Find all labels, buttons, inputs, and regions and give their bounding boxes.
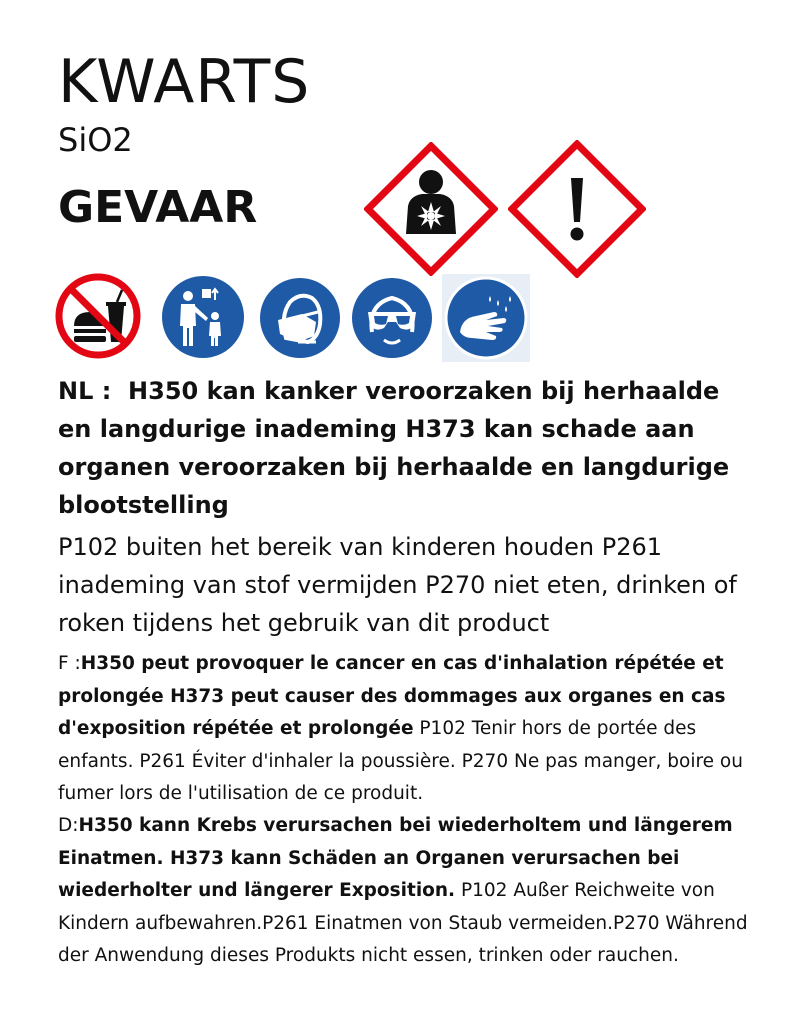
hazard-statements-de <box>58 810 758 973</box>
de-prefix: D: <box>58 815 79 836</box>
wash-hands-icon <box>442 274 530 362</box>
de-precaution-text: P102 Außer Reichweite von Kindern aufbewahren.P261 Einatmen von Staub vermeiden.P270 Während der Anwendung dieses Produkts nicht essen, trinken oder rauchen. <box>58 880 754 966</box>
wear-dust-mask-icon <box>258 276 342 360</box>
health-hazard-icon <box>364 142 498 276</box>
nl-precaution-text: P102 buiten het bereik van kinderen houden P261 inademing van stof vermijden P270 niet eten, drinken of roken tijdens het gebruik van dit product <box>58 533 737 637</box>
wear-goggles-icon <box>350 276 434 360</box>
fr-prefix: F : <box>58 653 81 674</box>
fr-hazard-text: H350 peut provoquer le cancer en cas d'inhalation répétée et prolongée H373 peut causer des dommages aux organes en cas d'exposition répétée et prolongée <box>58 653 726 739</box>
de-hazard-text: H350 kann Krebs verursachen bei wiederholtem und längerem Einatmen. H373 kann Schäden an Organen verursachen bei wiederholter und längerer Exposition. <box>58 815 733 901</box>
product-name: KWARTS <box>58 47 311 117</box>
nl-hazard-text: H350 kan kanker veroorzaken bij herhaalde en langdurige inademing H373 kan schade aan organen veroorzaken bij herhaalde en langdurige blootstelling <box>58 377 730 519</box>
keep-away-from-children-icon <box>160 274 246 360</box>
signal-word: GEVAAR <box>58 182 258 233</box>
fr-precaution-text: P102 Tenir hors de portée des enfants. P261 Éviter d'inhaler la poussière. P270 Ne pas manger, boire ou fumer lors de l'utilisation de ce produit. <box>58 718 749 804</box>
hazard-statements-nl <box>58 372 758 642</box>
chemical-formula: SiO2 <box>58 121 133 159</box>
no-eating-drinking-icon <box>54 272 142 360</box>
nl-prefix: NL : <box>58 377 129 405</box>
exclamation-mark-icon <box>508 140 646 278</box>
hazard-statements-fr <box>58 648 758 811</box>
